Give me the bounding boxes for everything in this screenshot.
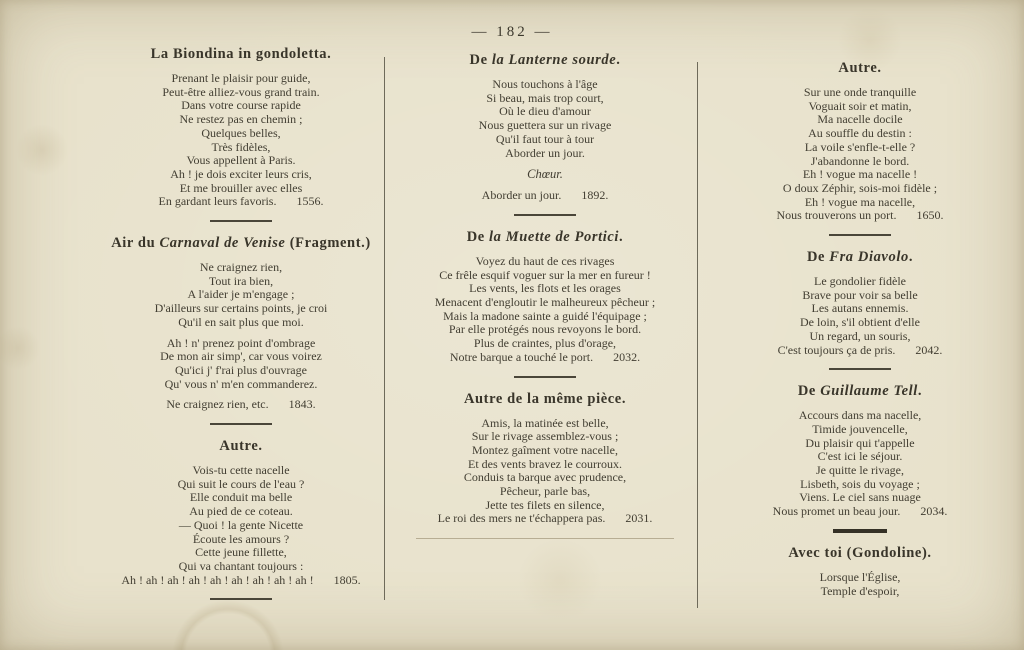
poem-line: Lorsque l'Église,: [819, 569, 901, 584]
poem-line: Nous touchons à l'âge: [492, 77, 598, 91]
separator-rule: [829, 234, 891, 236]
poem-line: C'est ici le séjour.: [817, 449, 903, 464]
poem-line: Très fidèles,: [211, 139, 271, 154]
poem-line: Par elle protégés nous revoyons le bord.: [448, 322, 642, 337]
poem-title-segment: De: [466, 228, 490, 245]
poem-title: [398, 229, 692, 246]
poem-line: De mon air simp', car vous voirez: [160, 349, 322, 364]
poem-title: [706, 383, 1014, 400]
poem-line: Peut-être alliez-vous grand train.: [162, 84, 320, 99]
poem-line: Cette jeune fillette,: [195, 545, 287, 560]
poem-title-segment: De: [469, 52, 492, 68]
poem-title-segment: Autre.: [219, 438, 263, 455]
poem-line: Ah ! n' prenez point d'ombrage: [166, 335, 316, 350]
air-number: 2031.: [625, 511, 653, 526]
poem: [706, 249, 1014, 357]
poem: [398, 391, 692, 527]
separator-rule: [514, 214, 576, 216]
poem-line: Nous promet un beau jour. 2034.: [772, 504, 948, 519]
poem-line: Accours dans ma nacelle,: [798, 408, 922, 423]
poem-line: Vous appellent à Paris.: [186, 153, 296, 168]
poem-title-italic-segment: la Lanterne sourde: [491, 52, 617, 68]
poem-line: Ce frêle esquif voguer sur la mer en fureur !: [439, 267, 651, 282]
poem-line: Aborder un jour. 1892.: [481, 188, 609, 203]
poem-line: La voile s'enfle-t-elle ?: [804, 139, 916, 154]
poem-line: Dans votre course rapide: [181, 98, 301, 113]
poem-line: Les vents, les flots et les orages: [469, 281, 621, 296]
separator-rule: [210, 423, 272, 425]
column-1: [95, 46, 387, 613]
poem-line: Montez gaîment votre nacelle,: [472, 442, 618, 457]
poem-line: Conduis ta barque avec prudence,: [463, 470, 627, 485]
poem-title: [398, 52, 692, 69]
column-divider: [697, 62, 698, 608]
poem-line: Prenant le plaisir pour guide,: [171, 71, 311, 85]
poem-line: Ma nacelle docile: [817, 112, 903, 127]
poem: [398, 52, 692, 203]
separator-rule: [416, 538, 675, 539]
poem: [95, 438, 387, 587]
poem-title-segment: De: [797, 383, 821, 400]
poem-title-italic-segment: Carnaval de Venise: [159, 235, 286, 252]
poem-title-segment: Avec toi (Gondoline).: [788, 544, 932, 561]
poem-line: Du plaisir qui t'appelle: [805, 435, 915, 450]
separator-rule: [829, 368, 891, 370]
poem: [398, 229, 692, 365]
poem-line: Lisbeth, sois du voyage ;: [800, 476, 920, 491]
poem-line: Jette tes filets en silence,: [485, 497, 605, 512]
poem-line: Notre barque a touché le port. 2032.: [449, 349, 641, 364]
air-number: 1556.: [296, 194, 324, 209]
poem-line: Timide jouvencelle,: [812, 421, 908, 436]
poem-line: Écoute les amours ?: [192, 531, 290, 546]
column-3: [706, 60, 1014, 598]
poem-line: Ah ! je dois exciter leurs cris,: [170, 166, 312, 181]
poem-line: Qu'ici j' f'rai plus d'ouvrage: [175, 362, 307, 377]
poem-line: Où le dieu d'amour: [499, 104, 591, 119]
poem-line: Ne restez pas en chemin ;: [179, 112, 303, 127]
poem-line: Qu'il faut tour à tour: [495, 131, 595, 146]
poem-line: Ah ! ah ! ah ! ah ! ah ! ah ! ah ! ah ! ah ! 1805.: [121, 572, 361, 587]
poem-line: Temple d'espoir,: [820, 583, 900, 598]
poem-line: Mais la madone sainte a guidé l'équipage ;: [443, 308, 647, 323]
poem-line: Amis, la matinée est belle,: [481, 415, 609, 430]
air-number: 1843.: [288, 397, 316, 412]
poem-line: J'abandonne le bord.: [810, 153, 910, 168]
poem-line: Ne craignez rien, etc. 1843.: [166, 397, 316, 412]
poem-line: Le roi des mers ne t'échappera pas. 2031.: [437, 511, 653, 526]
poem-title: [95, 438, 387, 455]
poem-title-segment: .: [917, 383, 923, 400]
poem-line: Qu'il en sait plus que moi.: [178, 314, 304, 329]
chorus-label: Chœur.: [527, 167, 563, 182]
poem: [95, 46, 387, 209]
poem-line: D'ailleurs sur certains points, je croi: [154, 301, 328, 316]
poem-line: Elle conduit ma belle: [189, 490, 293, 505]
poem-title-italic-segment: Guillaume Tell: [820, 383, 918, 400]
poem-line: Eh ! vogue ma nacelle,: [804, 194, 916, 209]
air-number: 1892.: [581, 188, 609, 203]
poem-line: Sur une onde tranquille: [803, 85, 917, 99]
poem-title: [95, 235, 387, 252]
poem-title-segment: Autre de la même pièce.: [463, 390, 627, 407]
poem-title: [706, 60, 1014, 77]
poem-title: [706, 249, 1014, 266]
poem-line: Eh ! vogue ma nacelle !: [802, 167, 918, 182]
poem-title-segment: (Fragment.): [285, 235, 371, 252]
poem-line: Les autans ennemis.: [811, 301, 909, 316]
page-number: — 182 —: [471, 24, 553, 40]
poem-line: Qu' vous n' m'en commanderez.: [164, 376, 318, 391]
poem-title-segment: La Biondina in gondoletta.: [150, 46, 332, 62]
poem-line: Au pied de ce coteau.: [189, 504, 293, 519]
poem-line: C'est toujours ça de pris. 2042.: [777, 342, 943, 357]
poem-line: Ne craignez rien,: [199, 260, 283, 275]
poem-line: Au souffle du destin :: [808, 126, 912, 141]
poem-line: Un regard, un souris,: [809, 328, 911, 343]
poem-line: Plus de craintes, plus d'orage,: [473, 336, 617, 351]
poem-line: Nous guettera sur un rivage: [478, 118, 612, 133]
poem-line: O doux Zéphir, sois-moi fidèle ;: [782, 180, 938, 195]
poem-line: Qui va chantant toujours :: [178, 558, 304, 573]
poem-line: De loin, s'il obtient d'elle: [800, 315, 920, 330]
poem-line: Brave pour voir sa belle: [802, 287, 918, 302]
poem: [95, 235, 387, 412]
poem-line: Viens. Le ciel sans nuage: [799, 490, 921, 505]
poem-line: A l'aider je m'engage ;: [187, 287, 295, 302]
air-number: 1805.: [333, 572, 361, 587]
poem-line: Et me brouiller avec elles: [179, 180, 303, 195]
poem-line: Menacent d'engloutir le malheureux pêcheur ;: [434, 295, 656, 310]
poem-line: Nous trouverons un port. 1650.: [776, 208, 944, 223]
poem-line: Quelques belles,: [201, 125, 281, 140]
separator-rule: [514, 376, 576, 378]
poem-line: Et des vents bravez le courroux.: [468, 456, 622, 471]
air-number: 2042.: [915, 342, 943, 357]
poem-line: — Quoi ! la gente Nicette: [178, 517, 304, 532]
column-2: [398, 52, 692, 553]
poem-line: Qui suit le cours de l'eau ?: [177, 476, 305, 491]
poem-title: [398, 391, 692, 408]
poem-title-segment: .: [616, 52, 621, 68]
poem-line: Voguait soir et matin,: [808, 98, 912, 113]
poem-title-segment: De: [806, 249, 830, 266]
poem-title: [706, 545, 1014, 562]
poem-line: Sur le rivage assemblez-vous ;: [471, 429, 619, 444]
air-number: 2034.: [920, 504, 948, 519]
poem: [706, 60, 1014, 223]
poem-line: Si beau, mais trop court,: [486, 90, 604, 105]
poem-title: [95, 46, 387, 63]
poem-line: Je quitte le rivage,: [816, 463, 904, 478]
poem: [706, 383, 1014, 519]
poem-line: Voyez du haut de ces rivages: [475, 253, 615, 268]
poem-title-italic-segment: la Muette de Portici: [489, 228, 620, 245]
poem-title-segment: .: [908, 249, 914, 266]
separator-rule: [210, 598, 272, 600]
poem-line: Vois-tu cette nacelle: [192, 463, 290, 478]
poem-title-segment: Air du: [111, 235, 160, 252]
air-number: 2032.: [613, 349, 641, 364]
poem: [706, 545, 1014, 598]
poem-line: Tout ira bien,: [208, 273, 274, 288]
air-number: 1650.: [916, 208, 944, 223]
poem-title-italic-segment: Fra Diavolo: [829, 249, 909, 266]
poem-line: Aborder un jour.: [505, 145, 585, 160]
poem-line: Pêcheur, parle bas,: [499, 484, 591, 499]
poem-title-segment: .: [619, 228, 624, 245]
poem-title-segment: Autre.: [838, 60, 882, 76]
poem-line: En gardant leurs favoris. 1556.: [158, 194, 324, 209]
separator-rule: [833, 529, 887, 533]
poem-line: Le gondolier fidèle: [814, 274, 906, 289]
separator-rule: [210, 220, 272, 222]
